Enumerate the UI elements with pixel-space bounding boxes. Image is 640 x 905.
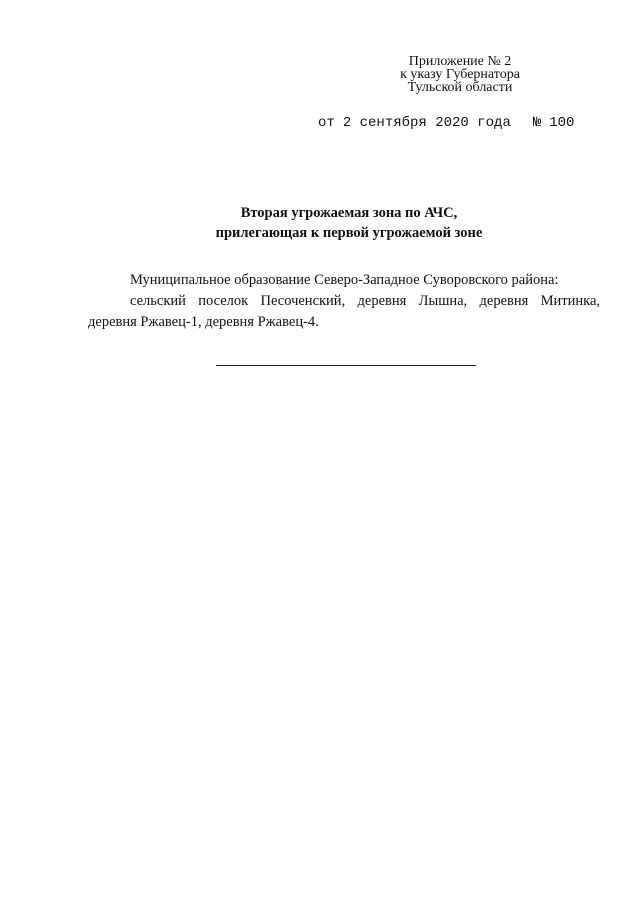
date-from-label: от xyxy=(318,115,335,131)
settlements-line-2: деревня Ржавец-1, деревня Ржавец-4. xyxy=(88,314,319,330)
title-line-2: прилегающая к первой угрожаемой зоне xyxy=(215,225,483,241)
appendix-line-3: Тульской области xyxy=(407,80,513,95)
closing-divider xyxy=(216,365,476,366)
appendix-line-2: к указу Губернатора xyxy=(400,67,520,82)
municipality-paragraph: Муниципальное образование Северо-Западное Суворовского района: xyxy=(130,272,559,288)
title-line-1: Вторая угрожаемая зона по АЧС, xyxy=(240,205,458,221)
decree-date-line xyxy=(318,115,574,131)
decree-date: 2 сентября 2020 года xyxy=(342,115,511,131)
document-title xyxy=(0,203,640,243)
appendix-line-1: Приложение № 2 xyxy=(408,54,512,69)
decree-number: 100 xyxy=(549,115,575,131)
settlements-line-1: сельский поселок Песоченский, деревня Лышна, деревня Митинка, xyxy=(130,293,600,309)
appendix-header xyxy=(360,55,560,94)
document-body xyxy=(88,270,600,333)
decree-number-label: № xyxy=(532,115,542,131)
